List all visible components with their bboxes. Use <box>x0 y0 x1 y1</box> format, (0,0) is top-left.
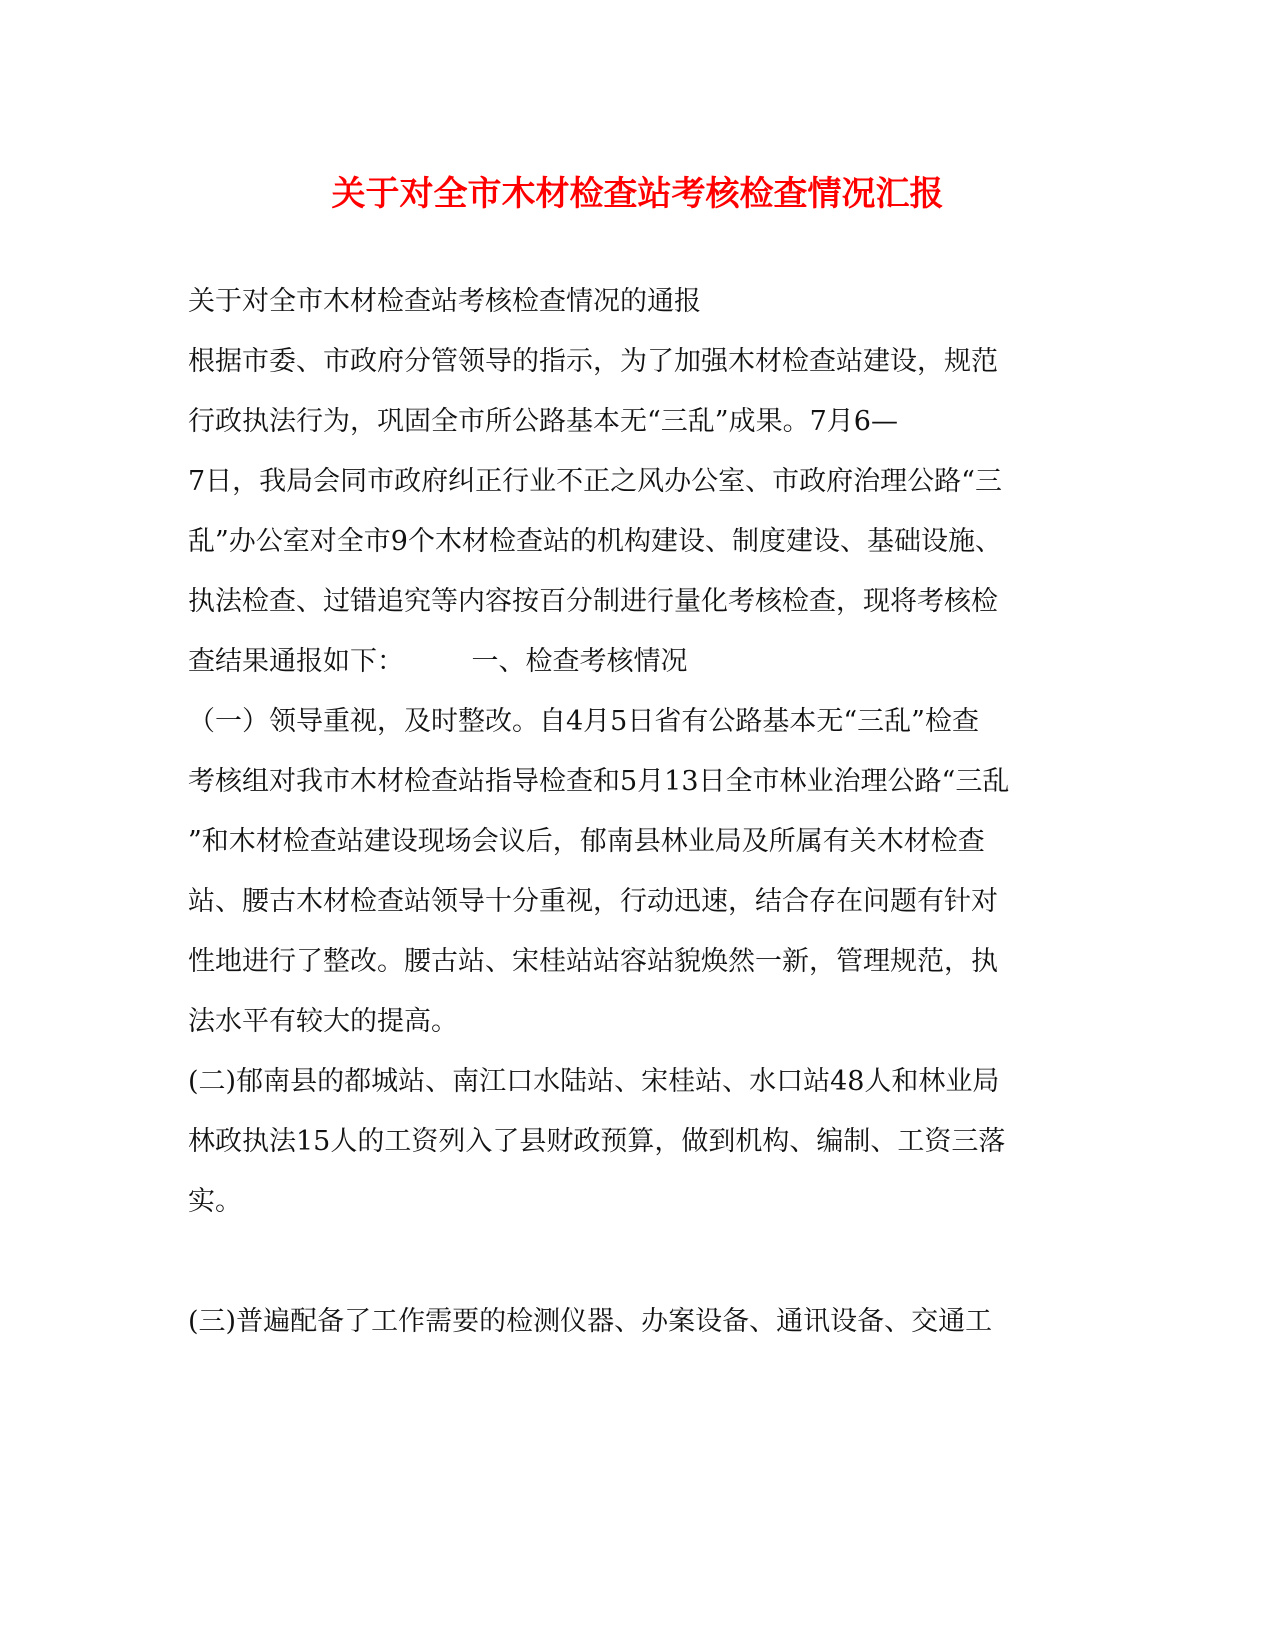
body-line: 根据市委、市政府分管领导的指示，为了加强木材检查站建设，规范 <box>188 346 998 377</box>
body-line: 法水平有较大的提高。 <box>188 1006 458 1037</box>
body-line: （一）领导重视，及时整改。自4月5日省有公路基本无“三乱”检查 <box>188 706 979 737</box>
body-line: (二)郁南县的都城站、南江口水陆站、宋桂站、水口站48人和林业局 <box>188 1066 1000 1097</box>
body-line: 林政执法15人的工资列入了县财政预算，做到机构、编制、工资三落 <box>188 1126 1006 1157</box>
body-line: 站、腰古木材检查站领导十分重视，行动迅速，结合存在问题有针对 <box>188 886 998 917</box>
body-line: ”和木材检查站建设现场会议后，郁南县林业局及所属有关木材检查 <box>188 826 985 857</box>
body-line: 乱”办公室对全市9个木材检查站的机构建设、制度建设、基础设施、 <box>188 526 1002 557</box>
body-line: 实。 <box>188 1186 242 1217</box>
body-line: 7日，我局会同市政府纠正行业不正之风办公室、市政府治理公路“三 <box>188 466 1002 497</box>
body-line: (三)普遍配备了工作需要的检测仪器、办案设备、通讯设备、交通工 <box>188 1306 993 1337</box>
body-line: 执法检查、过错追究等内容按百分制进行量化考核检查，现将考核检 <box>188 586 998 617</box>
document-title: 关于对全市木材检查站考核检查情况汇报 <box>331 174 944 214</box>
body-line: 行政执法行为，巩固全市所公路基本无“三乱”成果。7月6— <box>188 406 898 437</box>
body-line-subtitle: 关于对全市木材检查站考核检查情况的通报 <box>188 286 701 317</box>
body-line: 考核组对我市木材检查站指导检查和5月13日全市林业治理公路“三乱 <box>188 766 1010 797</box>
body-line: 性地进行了整改。腰古站、宋桂站站容站貌焕然一新，管理规范，执 <box>188 946 998 977</box>
body-line-section-heading: 查结果通报如下： 一、检查考核情况 <box>188 646 688 677</box>
